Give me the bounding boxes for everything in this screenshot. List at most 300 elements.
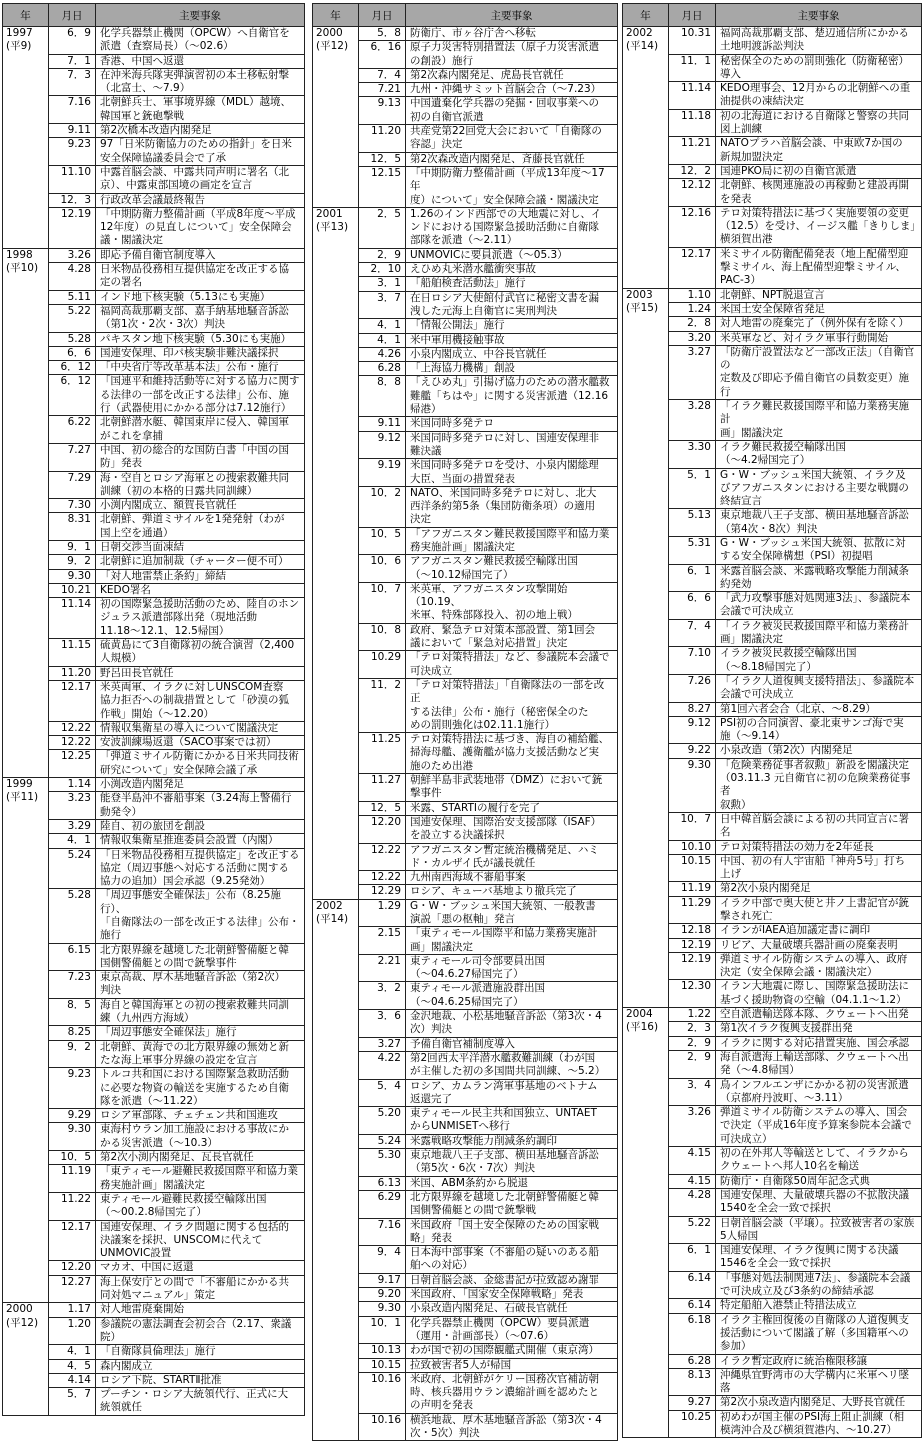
table-row	[313, 486, 618, 527]
event-text-line: 化学兵器禁止機関（OPCW）要員派遣	[410, 1316, 590, 1329]
event-text-line: 行（武器使用にかかる部分は7.12施行）	[100, 402, 292, 415]
event-text-line: イラン大地震に際し、国際緊急援助法に	[720, 980, 909, 993]
date-cell: 10．7	[669, 812, 716, 840]
date-cell: 3.29	[49, 819, 96, 833]
event-cell	[406, 248, 618, 262]
date-cell: 3.26	[669, 1106, 716, 1147]
event-text-line: 「情報公開法」施行	[410, 319, 505, 332]
date-cell: 1.14	[49, 778, 96, 792]
event-cell	[716, 206, 922, 247]
era-label: (平14)	[316, 913, 349, 925]
table-row	[3, 68, 305, 96]
table-row	[3, 375, 305, 416]
event-text-line: テロ対策特措法に基づき、海自の補給艦、	[410, 733, 610, 746]
event-cell	[96, 639, 305, 667]
date-cell: 11.19	[49, 1165, 96, 1193]
event-text-line: 新規加盟決定	[720, 150, 783, 163]
event-text-line: 定の署名	[100, 276, 142, 289]
event-text-line: 人規模）	[100, 652, 142, 665]
event-text-line: 施のため出港	[410, 759, 473, 772]
event-text-line: 福岡高裁那覇支部、嘉手納基地騒音訴訟	[100, 304, 289, 317]
table-row	[623, 27, 922, 55]
event-text-line: 「東ティモール国際平和協力業務実施計	[410, 927, 598, 940]
event-cell	[406, 83, 618, 97]
date-cell: 12.12	[669, 179, 716, 207]
table-row	[3, 721, 305, 735]
date-cell: 11．1	[669, 54, 716, 82]
date-cell: 5．4	[359, 1079, 406, 1107]
date-cell: 6．6	[49, 346, 96, 360]
table-row	[313, 291, 618, 319]
event-text-line: 横浜地裁、厚木基地騒音訴訟（第3次・4	[410, 1413, 602, 1426]
era-label: (平13)	[316, 221, 349, 234]
event-text-line: 可決成立）	[720, 1132, 773, 1145]
event-cell	[716, 1174, 922, 1188]
date-cell: 6．1	[669, 564, 716, 592]
event-cell	[716, 1188, 922, 1216]
table-row	[313, 1134, 618, 1148]
table-row	[3, 792, 305, 820]
table-row	[3, 834, 305, 848]
table-row	[3, 1151, 305, 1165]
event-cell	[716, 1368, 922, 1396]
event-cell	[406, 774, 618, 802]
date-cell: 11.10	[49, 165, 96, 193]
event-cell	[96, 943, 305, 971]
date-cell: 10.21	[49, 583, 96, 597]
year-cell	[623, 27, 669, 289]
year-cell	[3, 248, 49, 777]
event-text-line: 空自派遣輸送隊本隊、クウェートへ出発	[720, 1008, 909, 1021]
event-text-line: （～04.6.27帰国完了）	[410, 968, 524, 981]
table-row	[3, 54, 305, 68]
event-cell	[96, 248, 305, 262]
event-text-line: 「周辺事態安全確保法」公布（8.25施行）、	[100, 889, 281, 915]
date-cell: 3．7	[359, 291, 406, 319]
event-text-line: 落	[720, 1382, 731, 1395]
event-text-line: 練（九州西方海域）	[100, 1012, 195, 1025]
date-cell: 12．2	[669, 164, 716, 178]
event-text-line: 安波訓練場返還（SACO事案では初）	[100, 736, 277, 749]
event-cell	[406, 319, 618, 333]
event-cell	[96, 971, 305, 999]
event-text-line: 援活動について閣議了解（多国籍軍への	[720, 1326, 909, 1339]
timeline-table	[312, 3, 618, 1441]
event-text-line: たな海上軍事分界線の設定を宣言	[100, 1053, 258, 1066]
date-cell: 9.23	[49, 138, 96, 166]
table-row	[313, 1149, 618, 1177]
event-text-line: 撃ミサイル、海上配備型迎撃ミサイル、	[720, 261, 906, 274]
date-cell: 5.11	[49, 290, 96, 304]
event-text-line: 発（～4.8帰国）	[720, 1064, 800, 1077]
date-cell: 4.26	[359, 347, 406, 361]
event-cell	[716, 109, 922, 137]
event-text-line: 国連安保理、大量破壊兵器の不拡散決議	[720, 1188, 909, 1201]
table-row	[313, 1218, 618, 1246]
table-row	[3, 778, 305, 792]
event-cell	[96, 666, 305, 680]
table-row	[313, 801, 618, 815]
event-cell	[406, 815, 618, 843]
event-cell	[96, 1388, 305, 1416]
event-text-line: 定数及び即応予備自衛官の員数変更）施行	[720, 372, 909, 398]
event-text-line: 動発令）	[100, 805, 142, 818]
event-cell	[96, 598, 305, 639]
date-cell: 12.17	[49, 680, 96, 721]
table-row	[313, 1413, 618, 1441]
year-label: 2001	[316, 207, 343, 220]
event-cell	[716, 1050, 922, 1078]
date-cell: 11.19	[669, 882, 716, 896]
header-date: 月日	[49, 4, 96, 27]
date-cell: 7.21	[359, 83, 406, 97]
event-cell	[96, 555, 305, 569]
event-text-line: 約発効	[720, 577, 752, 590]
event-cell	[406, 801, 618, 815]
event-text-line: 第2次小泉改造内閣発足、大野長官就任	[720, 1396, 906, 1409]
year-label: 1999	[6, 778, 33, 791]
era-label: (平11)	[6, 791, 39, 804]
date-cell: 7.29	[49, 471, 96, 499]
event-text-line: 鳥インフルエンザにかかる初の災害派遣	[720, 1078, 909, 1091]
event-text-line: 時、核兵器用ウラン濃縮計画を認めたと	[410, 1386, 599, 1399]
event-cell	[96, 96, 305, 124]
era-label: (平9)	[6, 40, 32, 53]
event-cell	[96, 165, 305, 193]
date-cell: 5.22	[49, 304, 96, 332]
event-text-line: 画」閣議決定	[410, 940, 473, 953]
event-cell	[96, 680, 305, 721]
event-text-line: トルコ共和国における国際緊急救助活動	[100, 1068, 289, 1081]
event-text-line: 画」閣議決定	[720, 426, 783, 439]
event-cell	[406, 871, 618, 885]
date-cell: 10．6	[359, 555, 406, 583]
date-cell: 12.19	[669, 938, 716, 952]
table-row	[313, 27, 618, 41]
event-cell	[716, 400, 922, 441]
event-text-line: 陸自、初の旅団を創設	[100, 819, 205, 832]
event-text-line: 米国、ABM条約から脱退	[410, 1176, 528, 1189]
event-cell	[716, 468, 922, 509]
event-text-line: 日中韓首脳会談による初の共同宣言に署名	[720, 812, 909, 839]
event-text-line: 会議で可決成立	[720, 688, 794, 701]
table-row	[313, 83, 618, 97]
date-cell: 10.15	[669, 854, 716, 882]
table-header-row	[313, 4, 618, 27]
date-cell: 9.13	[359, 97, 406, 125]
event-cell	[406, 1302, 618, 1316]
table-row	[313, 1344, 618, 1358]
table-row	[3, 889, 305, 943]
table-row	[313, 68, 618, 82]
date-cell: 9.30	[49, 569, 96, 583]
event-cell	[716, 1244, 922, 1272]
table-row	[313, 678, 618, 732]
event-text-line: 国連安保理、イラク問題に関する包括的	[100, 1220, 289, 1233]
date-cell: 4．5	[49, 1359, 96, 1373]
date-cell: 4．1	[359, 319, 406, 333]
table-row	[3, 819, 305, 833]
event-text-line: 図上訓練	[720, 123, 762, 136]
event-text-line: 九州南西海域不審船事案	[410, 871, 526, 884]
event-text-line: 可決成立	[410, 664, 452, 677]
era-label: (平12)	[316, 40, 349, 53]
event-text-line: 小泉改造内閣発足、石破長官就任	[410, 1302, 568, 1315]
event-cell	[406, 1190, 618, 1218]
event-text-line: 大臣、当面の措置発表	[410, 472, 515, 485]
event-cell	[96, 1303, 305, 1317]
event-text-line: 日米物品役務相互提供協定を改正する協	[100, 263, 289, 276]
event-cell	[716, 536, 922, 564]
event-text-line: （京都府丹波町、～3.11）	[720, 1091, 849, 1104]
event-text-line: 「イラク人道復興支援特措法」、参議院本	[720, 674, 915, 687]
event-text-line: 東京地裁八王子支部、横田基地騒音訴訟	[410, 1149, 599, 1162]
date-cell: 12.30	[669, 980, 716, 1008]
event-text-line: 「対人地雷禁止条約」締結	[100, 569, 226, 582]
table-row	[3, 971, 305, 999]
event-cell	[96, 1068, 305, 1109]
event-cell	[96, 346, 305, 360]
event-text-line: 初めわが国主催のPSI海上阻止訓練（相	[720, 1410, 905, 1423]
era-label: (平10)	[6, 262, 39, 275]
table-row	[313, 1107, 618, 1135]
date-cell: 2.15	[359, 927, 406, 955]
event-cell	[96, 583, 305, 597]
date-cell: 12．5	[359, 152, 406, 166]
event-text-line: 九州・沖縄サミット首脳会合（～7.23）	[410, 83, 602, 96]
event-cell	[406, 982, 618, 1010]
table-row	[3, 27, 305, 55]
event-cell	[96, 1261, 305, 1275]
event-text-line: 北朝鮮、NPT脱退宣言	[720, 288, 825, 301]
table-row	[313, 774, 618, 802]
date-cell: 4.22	[359, 1051, 406, 1079]
event-cell	[716, 509, 922, 537]
event-text-line: 判決	[100, 984, 121, 997]
year-group	[623, 1008, 922, 1438]
event-cell	[716, 1078, 922, 1106]
date-cell: 7.26	[669, 674, 716, 702]
timeline-table	[622, 3, 922, 1438]
table-row	[3, 471, 305, 499]
event-text-line: 12年度）の見直しについて」安全保障会	[100, 221, 292, 234]
event-cell	[716, 1022, 922, 1036]
event-text-line: が主催した初の多国間共同訓練、～5.2）	[410, 1065, 606, 1078]
table-row	[313, 277, 618, 291]
event-text-line: 日本海中部事案（不審船の疑いのある船	[410, 1246, 599, 1259]
event-text-line: （第1次・2次・3次）判決	[100, 318, 226, 331]
date-cell: 6．1	[669, 1244, 716, 1272]
event-cell	[716, 1396, 922, 1410]
date-cell: 5.24	[359, 1134, 406, 1148]
date-cell: 12.15	[359, 166, 406, 207]
date-cell: 9.20	[359, 1288, 406, 1302]
event-cell	[716, 854, 922, 882]
event-text-line: 「テロ対策特措法」「自衛隊法の一部を改正	[410, 678, 605, 705]
event-text-line: 拉致被害者5人が帰国	[410, 1358, 512, 1371]
event-text-line: イラク難民救援空輸隊出国	[720, 440, 846, 453]
table-row	[313, 376, 618, 417]
date-cell: 11.25	[359, 733, 406, 774]
event-text-line: に必要な物資の輸送を実施するため自衛	[100, 1081, 289, 1094]
table-row	[3, 1109, 305, 1123]
date-cell: 9.11	[49, 124, 96, 138]
date-cell: 11.20	[359, 125, 406, 153]
event-cell	[716, 924, 922, 938]
event-cell	[716, 812, 922, 840]
event-text-line: 「事態対処法制関連7法」、参議院本会議	[720, 1271, 911, 1284]
event-cell	[406, 376, 618, 417]
event-text-line: えひめ丸米潜水艦衝突事故	[410, 263, 536, 276]
event-cell	[716, 1299, 922, 1313]
event-text-line: 議・閣議決定	[100, 234, 163, 247]
event-text-line: 米国同時多発テロ	[410, 417, 494, 430]
table-row	[313, 263, 618, 277]
year-group	[313, 207, 618, 899]
event-text-line: 導入	[720, 67, 741, 80]
event-text-line: 1546を全会一致で採択	[720, 1257, 831, 1270]
date-cell: 10.29	[359, 651, 406, 679]
event-text-line: KEDO署名	[100, 583, 151, 596]
event-text-line: 海上保安庁との間で「不審船にかかる共	[100, 1275, 289, 1288]
event-text-line: インド地下核実験（5.13にも実施）	[100, 290, 271, 303]
event-text-line: 「イラク被災民救援国際平和協力業務計	[720, 619, 909, 632]
event-cell	[716, 164, 922, 178]
event-cell	[96, 443, 305, 471]
table-row	[3, 96, 305, 124]
event-text-line: 返還完了	[410, 1092, 452, 1105]
table-row	[3, 848, 305, 889]
event-text-line: で可決成立及び3条約の締結承認	[720, 1285, 874, 1298]
event-text-line: 「イラク難民救援国際平和協力業務実施計	[720, 400, 909, 426]
date-cell: 6.13	[359, 1176, 406, 1190]
event-cell	[96, 361, 305, 375]
event-text-line: 土地明渡訴訟判決	[720, 40, 804, 53]
event-cell	[716, 592, 922, 620]
date-cell: 6．9	[49, 27, 96, 55]
date-cell: 4.15	[669, 1147, 716, 1175]
event-text-line: 東ティモール避難民救援空輸隊出国	[100, 1192, 267, 1205]
table-row	[3, 750, 305, 778]
event-text-line: 北方限界線を越境した北朝鮮警備艇と韓	[100, 943, 289, 956]
date-cell: 7.16	[49, 96, 96, 124]
event-text-line: 油提供の凍結決定	[720, 95, 804, 108]
event-text-line: 米英軍など、対イラク軍事行動開始	[720, 331, 888, 344]
event-cell	[716, 980, 922, 1008]
event-cell	[96, 819, 305, 833]
event-text-line: 北朝鮮、弾道ミサイルを1発発射（わが	[100, 513, 285, 526]
event-cell	[716, 1008, 922, 1022]
event-text-line: 防」発表	[100, 457, 142, 470]
table-row	[313, 1316, 618, 1344]
event-text-line: 初の北海道における自衛隊と警察の共同	[720, 109, 909, 122]
table-row	[313, 1176, 618, 1190]
event-cell	[406, 1107, 618, 1135]
date-cell: 7．3	[49, 68, 96, 96]
event-text-line: ンドにおける国際緊急援助活動に自衛隊	[410, 221, 599, 234]
date-cell: 10．5	[49, 1151, 96, 1165]
event-text-line: からUNMISETへ移行	[410, 1120, 510, 1133]
year-group	[313, 27, 618, 208]
table-row	[3, 138, 305, 166]
event-cell	[406, 263, 618, 277]
event-cell	[96, 1220, 305, 1261]
date-cell: 10.16	[359, 1372, 406, 1413]
event-text-line: 化学兵器禁止機関（OPCW）へ自衛官を	[100, 27, 290, 39]
event-cell	[96, 792, 305, 820]
event-text-line: 弾道ミサイル防衛システムの導入、国会	[720, 1106, 908, 1119]
event-text-line: ロシア軍部隊、チェチェン共和国進攻	[100, 1109, 278, 1122]
date-cell: 9.12	[669, 716, 716, 744]
date-cell: 4．1	[49, 834, 96, 848]
event-text-line: する法律」公布・施行（秘密保全のた	[410, 705, 589, 718]
table-row	[313, 319, 618, 333]
event-text-line: 舶への対応）	[410, 1259, 473, 1272]
event-cell	[406, 207, 618, 248]
date-cell: 6.14	[669, 1299, 716, 1313]
date-cell: 5.28	[49, 332, 96, 346]
date-cell: 9．4	[359, 1246, 406, 1274]
date-cell: 1.17	[49, 1303, 96, 1317]
event-text-line: 情報収集衛星の導入について閣議決定	[100, 721, 279, 734]
event-text-line: 米中軍用機接触事故	[410, 333, 505, 346]
event-text-line: 難決議	[410, 444, 442, 457]
table-row	[3, 290, 305, 304]
date-cell: 7.10	[669, 647, 716, 675]
era-label: (平12)	[6, 1316, 39, 1329]
year-label: 1998	[6, 248, 33, 261]
event-cell	[96, 207, 305, 248]
event-text-line: 研究について」安全保障会議了承	[100, 763, 258, 776]
date-cell: 7．4	[669, 619, 716, 647]
event-cell	[96, 1373, 305, 1387]
event-text-line: 海・空自とロシア海軍との捜索救難共同	[100, 471, 289, 484]
event-text-line: G・W・ブッシュ米国大統領、一般教書	[410, 899, 596, 912]
event-text-line: 北朝鮮、黄海での北方限界線の無効と新	[100, 1040, 289, 1053]
event-cell	[716, 331, 922, 345]
event-text-line: ジュラス派遣部隊出発（現地活動	[100, 611, 257, 624]
table-row	[313, 954, 618, 982]
table-row	[313, 97, 618, 125]
event-text-line: 撃事件	[410, 787, 442, 800]
event-cell	[96, 471, 305, 499]
event-cell	[406, 1288, 618, 1302]
event-cell	[96, 54, 305, 68]
event-text-line: 米国土安全保障省発足	[720, 302, 825, 315]
event-text-line: 「武力攻撃事態対処関連3法」、参議院本	[720, 592, 911, 605]
table-row	[3, 583, 305, 597]
event-text-line: 1.26のインド西部での大地震に対し、イ	[410, 207, 602, 220]
table-row	[313, 527, 618, 555]
event-text-line: （～04.6.25帰国完了）	[410, 995, 524, 1008]
event-text-line: 特定船舶入港禁止特措法成立	[720, 1299, 857, 1312]
date-cell: 3．2	[359, 982, 406, 1010]
date-cell: 9.27	[669, 1396, 716, 1410]
event-text-line: で決定（平成16年度予算案参院本会議で	[720, 1119, 912, 1132]
table-row	[313, 1273, 618, 1287]
event-text-line: 北朝鮮兵士、軍事境界線（MDL）越境、	[100, 96, 291, 109]
event-cell	[96, 1192, 305, 1220]
table-row	[3, 943, 305, 971]
header-event: 主要事象	[716, 4, 922, 27]
event-text-line: 国側警備艇との間で銃撃戦	[410, 1204, 536, 1217]
event-text-line: 派遣（査察局長）（～02.6）	[100, 40, 234, 53]
date-cell: 11．2	[359, 678, 406, 732]
event-text-line: わが国で初の国際観艦式開催（東京湾）	[410, 1344, 599, 1357]
table-row	[313, 927, 618, 955]
event-cell	[716, 1410, 922, 1438]
event-text-line: NATO、米国同時多発テロに対し、北大	[410, 486, 597, 499]
